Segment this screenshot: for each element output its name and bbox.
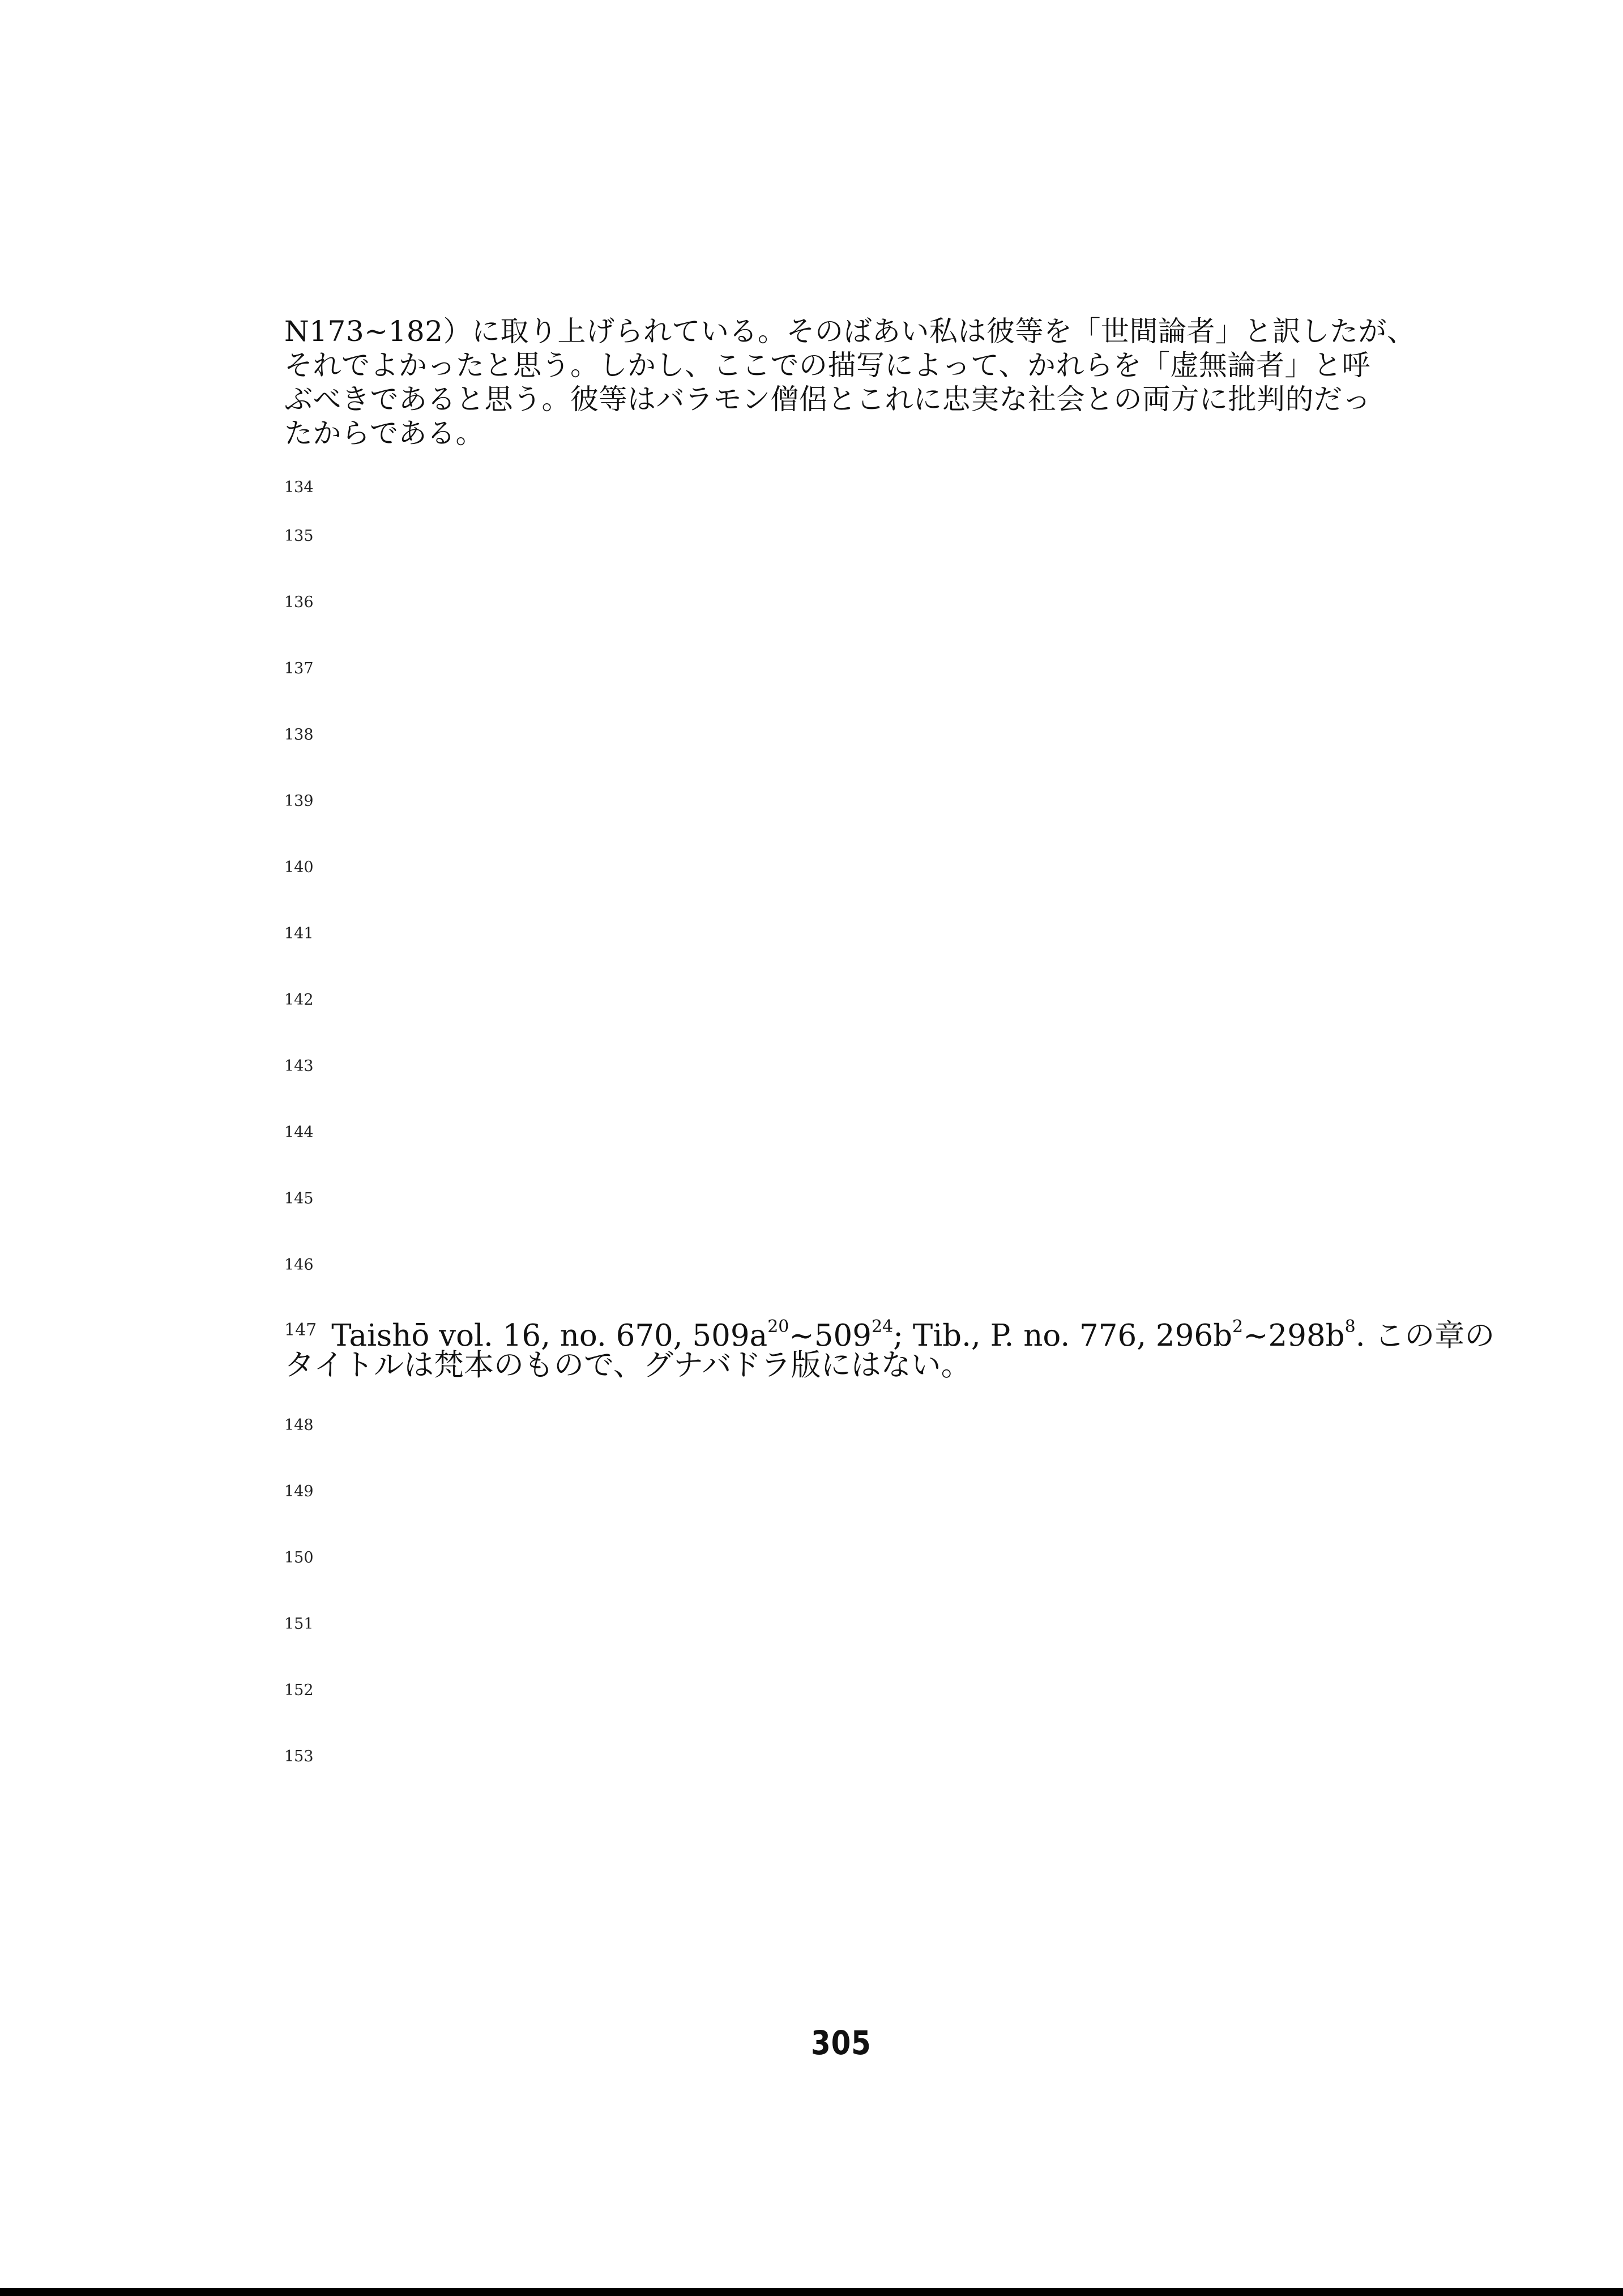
footnote-number-145: 145 [284,1190,314,1207]
footnote-147-text: ~298b [1243,1318,1345,1353]
footnote-number-143: 143 [284,1057,314,1075]
paragraph-line: それでよかったと思う。しかし、ここでの描写によって、かれらを「虚無論者」と呼 [284,349,1370,382]
footnote-147 [284,1313,1495,1383]
footnote-147-number: 147 [284,1320,317,1340]
footnote-number-138: 138 [284,726,314,744]
footnote-147-text: Taishō vol. 16, no. 670, 509a [331,1318,768,1353]
paragraph-line: ぶべきであると思う。彼等はバラモン僧侶とこれに忠実な社会との両方に批判的だっ [284,383,1371,416]
superscript: 24 [871,1317,894,1337]
footnote-number-152: 152 [284,1682,314,1699]
footnote-number-136: 136 [284,594,314,611]
superscript: 8 [1344,1317,1356,1337]
footnote-number-146: 146 [284,1256,314,1274]
footnote-number-148: 148 [284,1416,314,1434]
footnote-147-line-1 [284,1313,1495,1353]
footnote-number-153: 153 [284,1748,314,1765]
paragraph-line: N173~182）に取り上げられている。そのばあい私は彼等を「世間論者」と訳したが、 [284,315,1416,348]
bottom-border [0,2288,1623,2296]
footnote-147-text: . この章の [1355,1318,1495,1353]
superscript: 20 [767,1317,789,1337]
footnote-number-137: 137 [284,660,314,677]
footnote-number-141: 141 [284,925,314,942]
footnote-number-142: 142 [284,991,314,1009]
footnote-147-line-2: タイトルは梵本のもので、グナバドラ版にはない。 [284,1348,971,1382]
footnote-number-151: 151 [284,1615,314,1633]
footnote-number-140: 140 [284,859,314,876]
superscript: 2 [1232,1317,1244,1337]
footnote-number-134: 134 [284,479,314,496]
footnote-number-144: 144 [284,1124,314,1141]
intro-paragraph [284,314,1416,450]
footnote-147-text: ~509 [789,1318,872,1353]
page-number: 305 [811,2024,872,2062]
paragraph-line: たからである。 [284,417,484,450]
footnote-number-135: 135 [284,527,314,545]
footnote-number-149: 149 [284,1483,314,1500]
footnote-number-139: 139 [284,792,314,810]
footnote-number-150: 150 [284,1549,314,1567]
footnote-147-text: ; Tib., P. no. 776, 296b [893,1318,1232,1353]
